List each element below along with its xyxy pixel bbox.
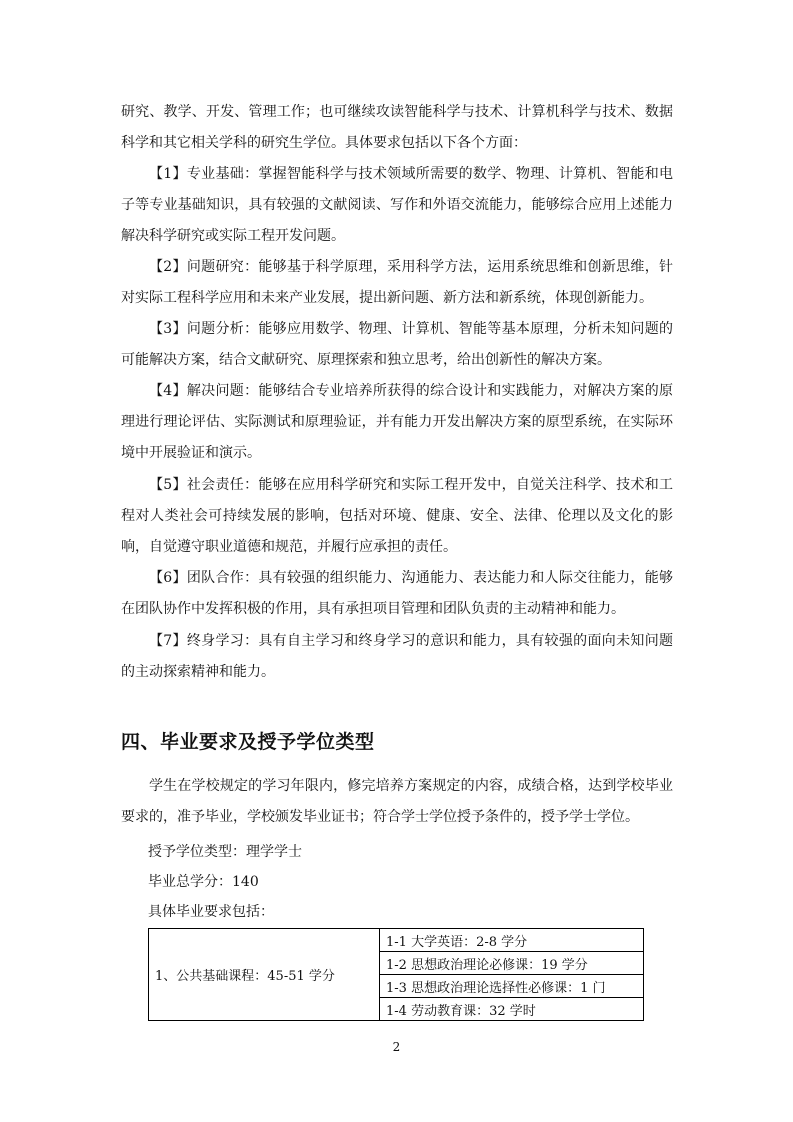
total-credits: 毕业总学分：140 [148, 874, 259, 890]
requirement-item-3: 【3】问题分析：能够应用数学、物理、计算机、智能等基本原理，分析未知问题的可能解决方案，结合文献研究、原理探索和独立思考，给出创新性的解决方案。 [121, 321, 673, 368]
table-row [149, 929, 644, 952]
requirement-item-7: 【7】终身学习：具有自主学习和终身学习的意识和能力，具有较强的面向未知问题的主动探索精神和能力。 [121, 633, 673, 680]
requirement-item-6: 【6】团队合作：具有较强的组织能力、沟通能力、表达能力和人际交往能力，能够在团队协作中发挥积极的作用，具有承担项目管理和团队负责的主动精神和能力。 [121, 570, 673, 617]
requirement-item-2: 【2】问题研究：能够基于科学原理，采用科学方法，运用系统思维和创新思维，针对实际工程科学应用和未来产业发展，提出新问题、新方法和新系统，体现创新能力。 [121, 259, 673, 306]
page-number: 2 [392, 1040, 401, 1054]
intro-paragraph: 研究、教学、开发、管理工作；也可继续攻读智能科学与技术、计算机科学与技术、数据科学和其它相关学科的研究生学位。具体要求包括以下各个方面： [121, 104, 673, 151]
degree-type: 授予学位类型：理学学士 [148, 844, 302, 860]
table-cell: 1-2 思想政治理论必修课：19 学分 [380, 952, 644, 975]
requirement-item-4: 【4】解决问题：能够结合专业培养所获得的综合设计和实践能力，对解决方案的原理进行理论评估、实际测试和原理验证，并有能力开发出解决方案的原型系统，在实际环境中开展验证和演示。 [121, 383, 673, 461]
table-category-cell: 1、公共基础课程：45-51 学分 [149, 929, 380, 1021]
requirement-item-1: 【1】专业基础：掌握智能科学与技术领域所需要的数学、物理、计算机、智能和电子等专业基础知识，具有较强的文献阅读、写作和外语交流能力，能够综合应用上述能力解决科学研究或实际工程开发问题。 [121, 166, 673, 244]
requirement-item-5: 【5】社会责任：能够在应用科学研究和实际工程开发中，自觉关注科学、技术和工程对人类社会可持续发展的影响，包括对环境、健康、安全、法律、伦理以及文化的影响，自觉遵守职业道德和规范，并履行应承担的责任。 [121, 477, 673, 555]
table-cell: 1-1 大学英语：2-8 学分 [380, 929, 644, 952]
section-heading: 四、毕业要求及授予学位类型 [121, 731, 375, 753]
requirements-intro: 具体毕业要求包括： [148, 904, 274, 920]
table-cell: 1-3 思想政治理论选择性必修课：1 门 [380, 975, 644, 998]
requirements-table [148, 928, 644, 1021]
table-cell: 1-4 劳动教育课：32 学时 [380, 998, 644, 1021]
graduation-paragraph: 学生在学校规定的学习年限内，修完培养方案规定的内容，成绩合格，达到学校毕业要求的，准予毕业，学校颁发毕业证书；符合学士学位授予条件的，授予学士学位。 [121, 778, 673, 825]
